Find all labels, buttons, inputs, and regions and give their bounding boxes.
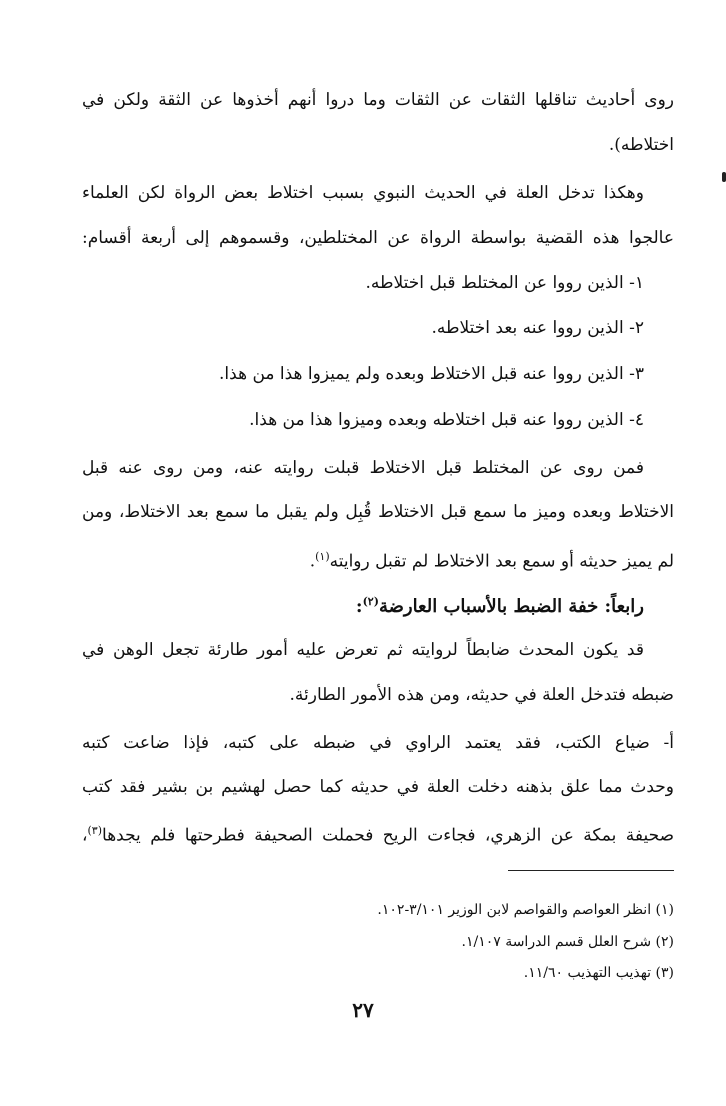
footnote-ref-2[interactable]: (٢) <box>362 595 379 608</box>
list-item-4: ٤- الذين رووا عنه قبل اختلاطه وبعده وميزوا هذا من هذا. <box>249 410 644 430</box>
list-item-2: ٢- الذين رووا عنه بعد اختلاطه. <box>431 318 644 338</box>
section-heading <box>356 590 644 619</box>
list-item-3: ٣- الذين رووا عنه قبل الاختلاط وبعده ولم يميزوا هذا من هذا. <box>219 364 644 384</box>
body-line-15: وحدث مما علق بذهنه دخلت العلة في حديثه كما حصل لهشيم بن بشير فقد كتب <box>82 777 674 797</box>
footnote-ref-1[interactable]: (١) <box>315 550 330 563</box>
body-line-11-period: . <box>309 551 316 572</box>
section-heading-colon: : <box>355 596 363 617</box>
body-line-9: فمن روى عن المختلط قبل الاختلاط قبلت روايته عنه، ومن روى عنه قبل <box>82 458 644 478</box>
body-line-12: قد يكون المحدث ضابطاً لروايته ثم تعرض عليه أمور طارئة تجعل الوهن في <box>82 640 644 660</box>
footnote-separator <box>508 870 674 871</box>
page-number: ٢٧ <box>352 998 374 1022</box>
body-line-2: اختلاطه). <box>608 135 674 155</box>
margin-mark <box>722 172 726 182</box>
body-line-16 <box>82 819 674 848</box>
body-line-1: روى أحاديث تناقلها الثقات عن الثقات وما دروا أنهم أخذوها عن الثقة ولكن في <box>82 90 674 110</box>
body-line-11-text: لم يميز حديثه أو سمع بعد الاختلاط لم تقبل روايته <box>329 551 674 572</box>
section-heading-text: رابعاً: خفة الضبط بالأسباب العارضة <box>378 596 644 617</box>
body-line-13: ضبطه فتدخل العلة في حديثه، ومن هذه الأمور الطارئة. <box>289 685 674 705</box>
list-item-1: ١- الذين رووا عن المختلط قبل اختلاطه. <box>365 273 644 293</box>
body-line-4: عالجوا هذه القضية بواسطة الرواة عن المختلطين، وقسموهم إلى أربعة أقسام: <box>82 228 674 248</box>
footnote-2: (٢) شرح العلل قسم الدراسة ١/١٠٧. <box>461 934 674 950</box>
footnote-3: (٣) تهذيب التهذيب ١١/٦٠. <box>523 965 674 981</box>
footnote-1: (١) انظر العواصم والقواصم لابن الوزير ٣/١٠١-١٠٢. <box>377 902 674 918</box>
body-line-16-text: صحيفة بمكة عن الزهري، فجاءت الريح فحملت الصحيفة فطرحتها فلم يجدها <box>102 825 675 846</box>
body-line-11 <box>310 545 674 574</box>
body-line-10: الاختلاط وبعده وميز ما سمع قبل الاختلاط قُبِل ولم يقبل ما سمع بعد الاختلاط، ومن <box>82 502 674 522</box>
body-line-16-comma: ، <box>82 825 88 846</box>
body-line-3: وهكذا تدخل العلة في الحديث النبوي بسبب اختلاط بعض الرواة لكن العلماء <box>82 183 644 203</box>
body-line-14: أ- ضياع الكتب، فقد يعتمد الراوي في ضبطه على كتبه، فإذا ضاعت كتبه <box>82 733 674 753</box>
footnote-ref-3[interactable]: (٣) <box>87 824 103 837</box>
